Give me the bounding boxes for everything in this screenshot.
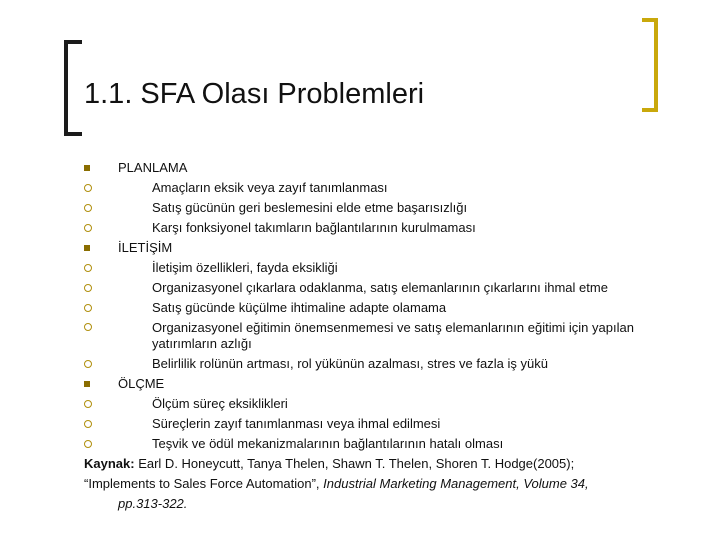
circle-bullet-icon — [84, 304, 92, 312]
source-citation — [84, 454, 684, 514]
circle-bullet-icon — [84, 420, 92, 428]
section-iletisim — [84, 238, 684, 258]
list-item: Amaçların eksik veya zayıf tanımlanması — [84, 178, 684, 198]
list-item: Belirlilik rolünün artması, rol yükünün azalması, stres ve fazla iş yükü — [84, 354, 684, 374]
list-item: Satış gücünde küçülme ihtimaline adapte olamama — [84, 298, 684, 318]
section-title: ÖLÇME — [118, 376, 165, 391]
list-item: Karşı fonksiyonel takımların bağlantılarının kurulmaması — [84, 218, 684, 238]
section-planlama — [84, 158, 684, 178]
slide-title: 1.1. SFA Olası Problemleri — [84, 78, 425, 110]
list-item: Satış gücünün geri beslemesini elde etme başarısızlığı — [84, 198, 684, 218]
circle-bullet-icon — [84, 400, 92, 408]
circle-bullet-icon — [84, 360, 92, 368]
circle-bullet-icon — [84, 284, 92, 292]
list-item: Ölçüm süreç eksiklikleri — [84, 394, 684, 414]
circle-bullet-icon — [84, 224, 92, 232]
list-item: Organizasyonel eğitimin önemsenmemesi ve satış elemanlarının eğitimi için yapılan yatırımların azlığı — [84, 318, 684, 354]
section-title: İLETİŞİM — [118, 240, 173, 255]
circle-bullet-icon — [84, 440, 92, 448]
square-bullet-icon — [84, 381, 90, 387]
list-item: Süreçlerin zayıf tanımlanması veya ihmal edilmesi — [84, 414, 684, 434]
circle-bullet-icon — [84, 184, 92, 192]
source-label: Kaynak: — [84, 456, 135, 471]
source-pages: pp.313-322. — [118, 496, 188, 511]
list-item: Organizasyonel çıkarlara odaklanma, satış elemanlarının çıkarlarını ihmal etme — [84, 278, 684, 298]
source-authors: Earl D. Honeycutt, Tanya Thelen, Shawn T. Thelen, Shoren T. Hodge(2005); — [138, 456, 575, 471]
source-article: “Implements to Sales Force Automation”, — [84, 476, 320, 491]
list-item: Teşvik ve ödül mekanizmalarının bağlantılarının hatalı olması — [84, 434, 684, 454]
circle-bullet-icon — [84, 204, 92, 212]
square-bullet-icon — [84, 165, 90, 171]
slide-content — [84, 158, 684, 514]
list-item: İletişim özellikleri, fayda eksikliği — [84, 258, 684, 278]
section-olcme — [84, 374, 684, 394]
title-bracket-left — [64, 40, 82, 136]
circle-bullet-icon — [84, 264, 92, 272]
section-title: PLANLAMA — [118, 160, 188, 175]
title-bracket-right — [642, 18, 658, 112]
source-journal: Industrial Marketing Management, Volume 34, — [323, 476, 589, 491]
square-bullet-icon — [84, 245, 90, 251]
circle-bullet-icon — [84, 323, 92, 331]
